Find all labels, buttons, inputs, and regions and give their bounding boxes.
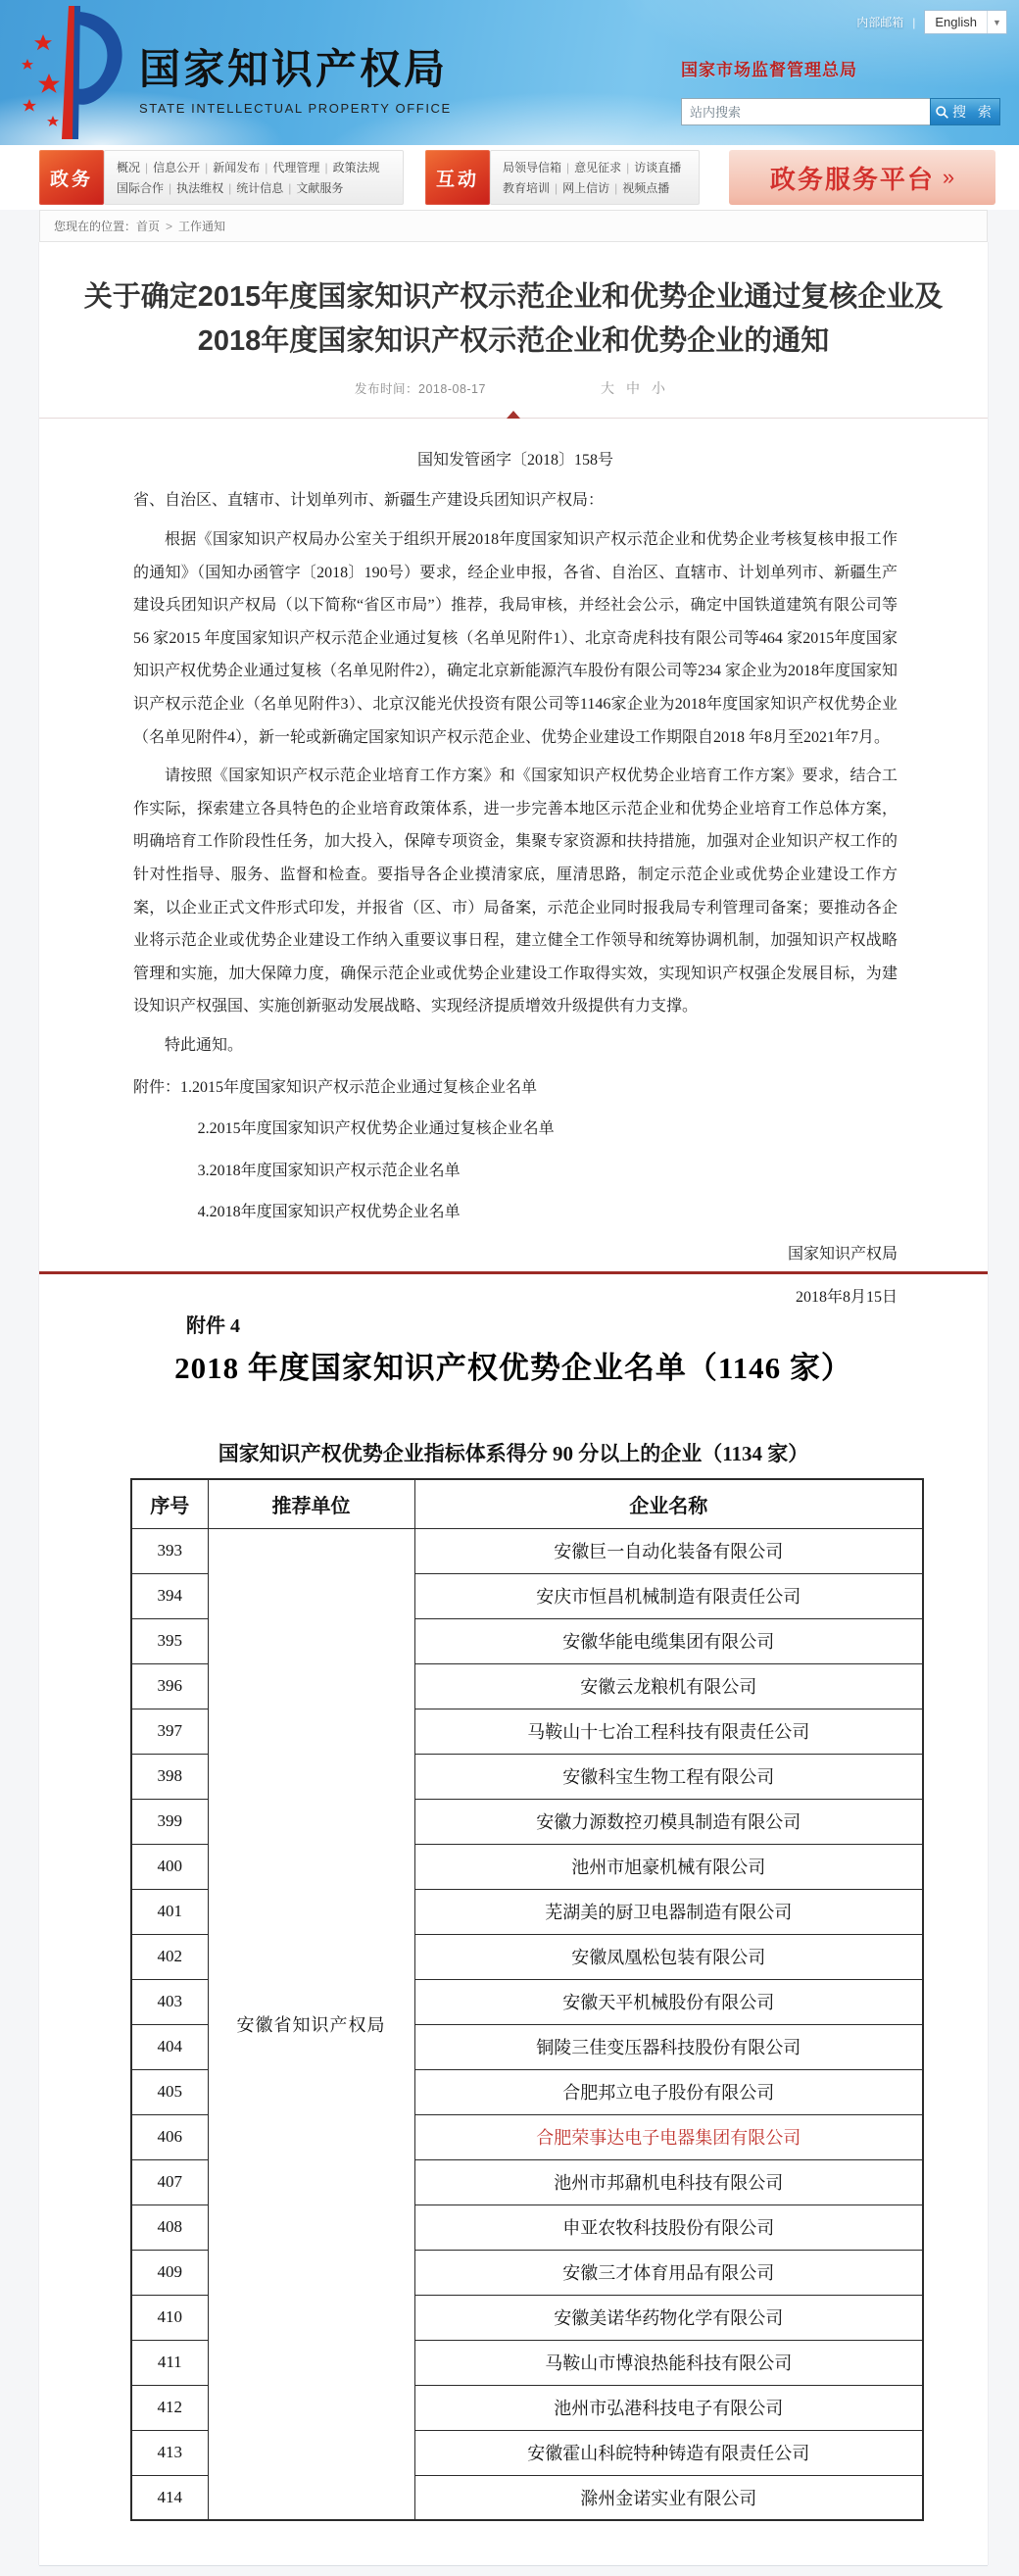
site-header <box>0 0 1019 145</box>
company-name: 安徽巨一自动化装备有限公司 <box>414 1528 923 1573</box>
row-number: 401 <box>131 1889 208 1934</box>
breadcrumb <box>39 210 988 242</box>
company-name: 安庆市恒昌机械制造有限责任公司 <box>414 1573 923 1618</box>
nav-link[interactable]: 执法维权 <box>176 181 224 195</box>
nav-link[interactable]: 概况 <box>117 161 141 174</box>
nav-link[interactable]: 统计信息 <box>236 181 284 195</box>
company-name: 申亚农牧科技股份有限公司 <box>414 2204 923 2250</box>
breadcrumb-link: 工作通知 <box>178 220 226 233</box>
attachment-item <box>198 1196 898 1229</box>
row-number: 412 <box>131 2385 208 2430</box>
site-name: 国家知识产权局 <box>139 46 449 92</box>
page-title <box>53 242 974 364</box>
company-name: 池州市旭豪机械有限公司 <box>414 1844 923 1889</box>
recommender-cell: 安徽省知识产权局 <box>208 1528 414 2520</box>
paragraph: 请按照《国家知识产权示范企业培育工作方案》和《国家知识产权优势企业培育工作方案》要求，结合工作实际，探索建立各具特色的企业培育政策体系，进一步完善本地区示范企业和优势企业培育工作总体方案，明确培育工作阶段性任务，加大投入，保障专项资金，集聚专家资源和扶持措施，加强对企业知识产权工作的针对性指导、服务、监督和检查。要指导各企业摸清家底，厘清思路，制定示范企业或优势企业建设工作方案，以企业正式文件形式印发，并报省（区、市）局备案，示范企业同时报我局专利管理司备案；要推动各企业将示范企业或优势企业建设工作纳入重要议事日程，建立健全工作领导和统筹协调机制，加强知识产权战略管理和实施，加大保障力度，确保示范企业或优势企业建设工作取得实效，实现知识产权强企发展目标，为建设知识产权强国、实施创新驱动发展战略、实现经济提质增效升级提供有力支撑。 <box>133 768 898 1016</box>
company-name: 安徽科宝生物工程有限公司 <box>414 1754 923 1799</box>
attachment-list <box>133 1071 898 1229</box>
nav-link[interactable]: 意见征求 <box>574 161 622 174</box>
attachment-item <box>198 1155 898 1188</box>
table-header-row <box>131 1479 923 1528</box>
nav-link[interactable]: 局领导信箱 <box>503 161 562 174</box>
font-size-button[interactable]: 中 <box>625 379 642 396</box>
row-number: 399 <box>131 1799 208 1844</box>
font-size-button[interactable]: 小 <box>651 379 667 396</box>
attachment-item <box>198 1113 898 1146</box>
separator: | <box>324 161 328 174</box>
company-name: 安徽力源数控刃模具制造有限公司 <box>414 1799 923 1844</box>
company-name: 安徽凤凰松包装有限公司 <box>414 1934 923 1979</box>
nav-link-row <box>503 178 687 199</box>
red-divider <box>39 1271 988 1274</box>
font-size-button[interactable]: 大 <box>600 379 616 396</box>
chevron-down-icon[interactable]: ▼ <box>987 11 1006 33</box>
attachments-label: 附件： <box>133 1078 181 1096</box>
annex-label: 附件 4 <box>186 1315 240 1337</box>
samr-agency-link[interactable]: 国家市场监督管理总局 <box>681 61 857 79</box>
row-number: 407 <box>131 2159 208 2204</box>
separator: | <box>288 181 292 195</box>
double-arrow-icon: » <box>942 165 955 189</box>
article-meta <box>39 378 988 398</box>
separator: | <box>205 161 209 174</box>
row-number: 397 <box>131 1709 208 1754</box>
company-name: 芜湖美的厨卫电器制造有限公司 <box>414 1889 923 1934</box>
company-name: 合肥邦立电子股份有限公司 <box>414 2069 923 2114</box>
breadcrumb-trail <box>136 218 225 234</box>
breadcrumb-prefix: 您现在的位置： <box>54 220 137 233</box>
separator: | <box>228 181 232 195</box>
company-name: 安徽云龙粮机有限公司 <box>414 1663 923 1709</box>
row-number: 405 <box>131 2069 208 2114</box>
nav-link[interactable]: 视频点播 <box>622 181 670 195</box>
main-nav <box>0 145 1019 210</box>
row-number: 393 <box>131 1528 208 1573</box>
company-name-highlighted: 合肥荣事达电子电器集团有限公司 <box>414 2114 923 2159</box>
header-utility-links <box>856 10 1007 34</box>
separator: | <box>555 181 558 195</box>
separator: | <box>265 161 268 174</box>
company-name: 安徽三才体育用品有限公司 <box>414 2250 923 2295</box>
nav-link[interactable]: 教育培训 <box>503 181 551 195</box>
company-name: 池州市弘港科技电子有限公司 <box>414 2385 923 2430</box>
search-button[interactable] <box>930 98 1000 125</box>
site-logo-text <box>139 37 452 116</box>
nav-link[interactable]: 信息公开 <box>153 161 201 174</box>
row-number: 410 <box>131 2295 208 2340</box>
company-name: 马鞍山十七冶工程科技有限责任公司 <box>414 1709 923 1754</box>
separator: | <box>626 161 630 174</box>
nav-tab-zhengwu[interactable]: 政务 <box>39 150 104 205</box>
separator: | <box>614 181 618 195</box>
scroll-top-triangle-icon <box>507 411 520 419</box>
salutation: 省、自治区、直辖市、计划单列市、新疆生产建设兵团知识产权局： <box>133 492 605 510</box>
title-divider <box>39 418 988 419</box>
row-number: 408 <box>131 2204 208 2250</box>
separator: > <box>166 220 173 233</box>
row-number: 404 <box>131 2024 208 2069</box>
company-name: 安徽天平机械股份有限公司 <box>414 1979 923 2024</box>
attachment-item <box>133 1071 898 1105</box>
column-header: 推荐单位 <box>208 1479 414 1528</box>
row-number: 409 <box>131 2250 208 2295</box>
nav-link[interactable]: 国际合作 <box>117 181 165 195</box>
nav-link[interactable]: 网上信访 <box>562 181 610 195</box>
nav-link-row <box>503 158 687 178</box>
column-header: 企业名称 <box>414 1479 923 1528</box>
internal-mail-link[interactable]: 内部邮箱 <box>856 16 904 29</box>
nav-link[interactable]: 文献服务 <box>296 181 344 195</box>
search-button-label: 搜 索 <box>952 104 995 120</box>
company-name: 安徽华能电缆集团有限公司 <box>414 1618 923 1663</box>
document-number: 国知发管函字〔2018〕158号 <box>416 451 613 469</box>
nav-tab-hudong[interactable]: 互动 <box>425 150 490 205</box>
nav-links-government <box>104 150 404 205</box>
separator: | <box>169 181 172 195</box>
font-size-controls <box>596 378 672 398</box>
company-name: 安徽霍山科皖特种铸造有限责任公司 <box>414 2430 923 2475</box>
row-number: 398 <box>131 1754 208 1799</box>
language-selector[interactable] <box>924 10 1007 34</box>
row-number: 403 <box>131 1979 208 2024</box>
page-title-line1: 关于确定2015年度国家知识产权示范企业和优势企业通过复核企业及 <box>83 281 944 313</box>
site-search <box>681 98 1000 125</box>
nav-links-interaction <box>490 150 700 205</box>
row-number: 394 <box>131 1573 208 1618</box>
issuing-authority: 国家知识产权局 <box>787 1245 898 1263</box>
breadcrumb-link[interactable]: 首页 <box>136 220 161 233</box>
company-name: 铜陵三佳变压器科技股份有限公司 <box>414 2024 923 2069</box>
row-number: 411 <box>131 2340 208 2385</box>
table-row <box>131 1528 923 1573</box>
row-number: 406 <box>131 2114 208 2159</box>
service-platform-label: 政务服务平台 <box>769 164 935 194</box>
company-name: 滁州金诺实业有限公司 <box>414 2475 923 2520</box>
column-header: 序号 <box>131 1479 208 1528</box>
annex-4-section <box>39 1271 988 2521</box>
language-label: English <box>935 15 977 29</box>
row-number: 402 <box>131 1934 208 1979</box>
company-table <box>130 1478 924 2521</box>
search-icon <box>935 105 949 120</box>
attachment-title: 4.2018年度国家知识产权优势企业名单 <box>197 1204 461 1221</box>
separator: | <box>145 161 149 174</box>
service-platform-banner[interactable] <box>729 150 995 205</box>
annex-subheading: 国家知识产权优势企业指标体系得分 90 分以上的企业（1134 家） <box>218 1442 809 1465</box>
nav-link[interactable]: 政策法规 <box>332 161 380 174</box>
separator: | <box>566 161 570 174</box>
header-divider: | <box>912 15 916 29</box>
company-name: 安徽美诺华药物化学有限公司 <box>414 2295 923 2340</box>
row-number: 413 <box>131 2430 208 2475</box>
attachment-title: 3.2018年度国家知识产权示范企业名单 <box>197 1162 461 1179</box>
row-number: 400 <box>131 1844 208 1889</box>
search-input[interactable] <box>681 98 930 125</box>
company-name: 马鞍山市博浪热能科技有限公司 <box>414 2340 923 2385</box>
nav-link-row <box>117 158 391 178</box>
company-name: 池州市邦鼐机电科技有限公司 <box>414 2159 923 2204</box>
publish-time: 发布时间：2018-08-17 <box>355 381 486 396</box>
notice-document <box>39 242 988 1306</box>
nav-link[interactable]: 访谈直播 <box>634 161 682 174</box>
sipo-logo-icon <box>14 4 131 141</box>
paragraph: 特此通知。 <box>165 1036 244 1054</box>
site-name-english: STATE INTELLECTUAL PROPERTY OFFICE <box>139 101 452 116</box>
row-number: 396 <box>131 1663 208 1709</box>
content-card <box>39 242 988 2565</box>
paragraph: 根据《国家知识产权局办公室关于组织开展2018年度国家知识产权示范企业和优势企业考核复核申报工作的通知》（国知办函管字〔2018〕190号）要求，经企业申报，各省、自治区、直辖市、计划单列市、新疆生产建设兵团知识产权局（以下简称“省区市局”）推荐，我局审核，并经社会公示，确定中国铁道建筑有限公司等56 家2015 年度国家知识产权示范企业通过复核（名单见附件1）、北京奇虎科技有限公司等464 家2015年度国家知识产权优势企业通过复核（名单见附件2），确定北京新能源汽车股份有限公司等234 家企业为2018年度国家知识产权示范企业（名单见附件3）、北京汉能光伏投资有限公司等1146家企业为2018年度国家知识产权优势企业（名单见附件4），新一轮或新确定国家知识产权示范企业、优势企业建设工作期限自2018 年8月至2021年7月。 <box>133 531 898 746</box>
attachment-title: 2.2015年度国家知识产权优势企业通过复核企业名单 <box>197 1120 555 1138</box>
row-number: 395 <box>131 1618 208 1663</box>
nav-link[interactable]: 代理管理 <box>272 161 320 174</box>
attachment-title: 1.2015年度国家知识产权示范企业通过复核企业名单 <box>180 1078 538 1096</box>
nav-link-row <box>117 178 391 199</box>
issue-date: 2018年8月15日 <box>795 1288 898 1306</box>
row-number: 414 <box>131 2475 208 2520</box>
notice-body <box>39 419 988 1313</box>
nav-link[interactable]: 新闻发布 <box>213 161 261 174</box>
annex-heading: 2018 年度国家知识产权优势企业名单（1146 家） <box>174 1351 852 1385</box>
page-title-line2: 2018年度国家知识产权示范企业和优势企业的通知 <box>197 324 830 357</box>
